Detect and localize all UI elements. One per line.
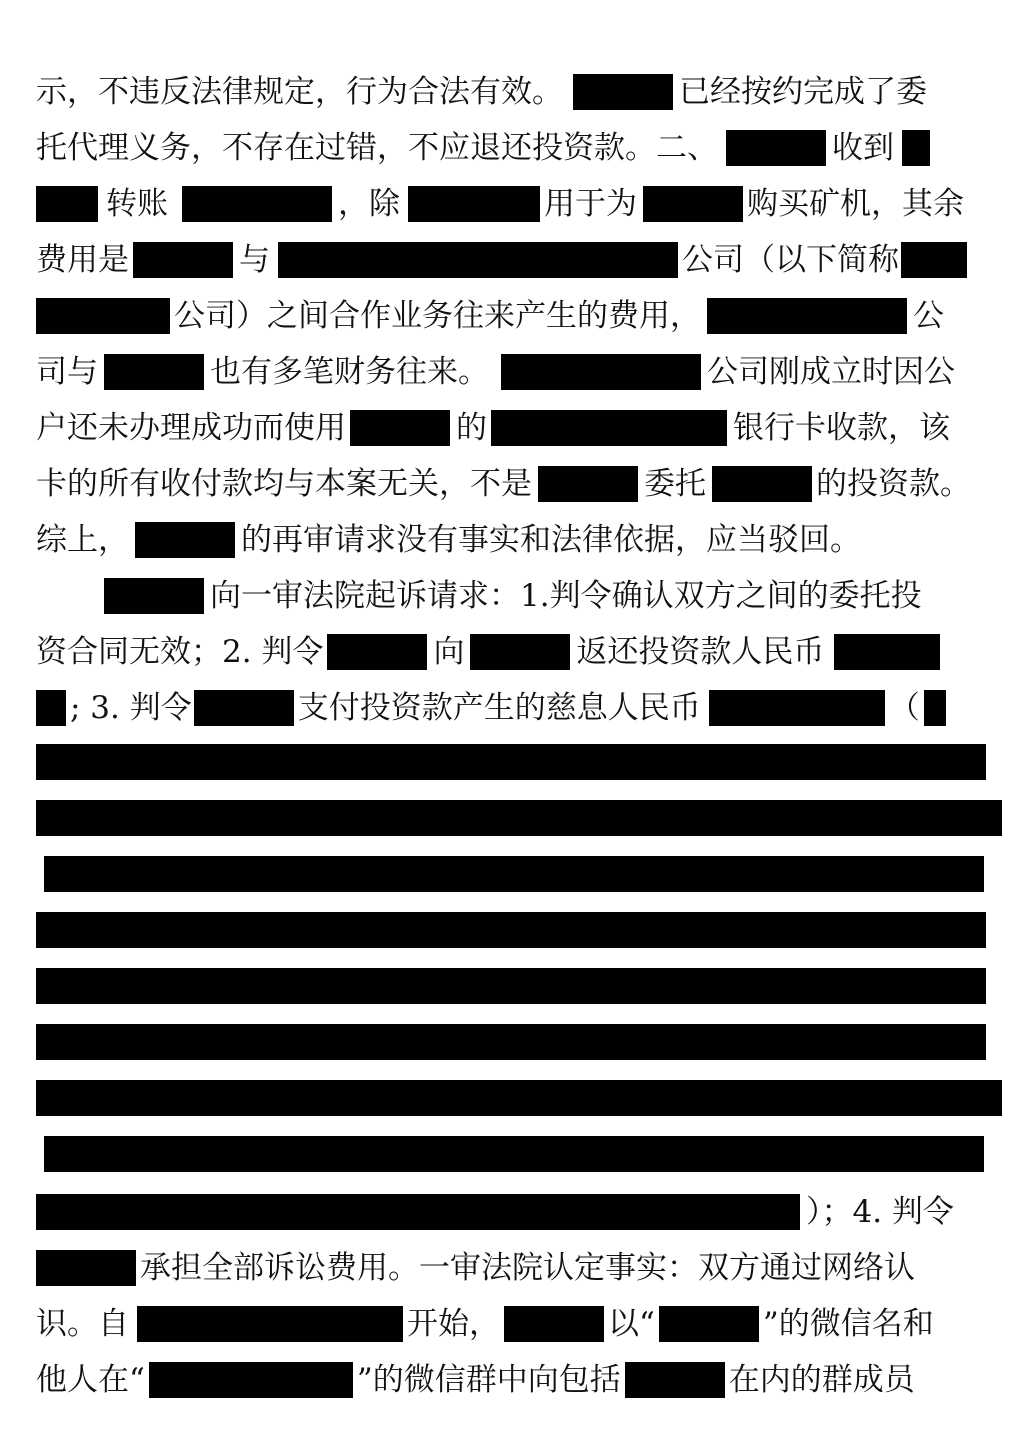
redaction-bar — [36, 744, 986, 780]
text-segment: 返还投资款人民币 — [576, 634, 825, 670]
redaction-block — [491, 410, 727, 446]
redaction-block — [643, 186, 743, 222]
text-segment: 公 — [913, 298, 944, 334]
text-line — [36, 1352, 915, 1408]
text-segment: 托代理义务，不存在过错，不应退还投资款。二、 — [36, 130, 718, 166]
redaction-block — [36, 1250, 136, 1286]
text-segment: 综上， — [36, 522, 129, 558]
text-segment: 开始， — [407, 1306, 500, 1342]
text-segment: 公司（以下简称 — [682, 242, 899, 278]
redaction-block — [901, 242, 967, 278]
redaction-block — [135, 522, 235, 558]
redaction-block — [104, 578, 204, 614]
text-segment: （ — [888, 690, 920, 726]
text-line — [36, 1296, 934, 1352]
redaction-block — [707, 298, 907, 334]
redaction-block — [709, 690, 885, 726]
redaction-bar — [36, 968, 986, 1004]
redaction-block — [538, 466, 638, 502]
redaction-block — [194, 690, 294, 726]
text-segment: 户还未办理成功而使用 — [36, 410, 346, 446]
redaction-block — [133, 242, 233, 278]
text-line — [36, 400, 950, 456]
text-segment: 向 — [433, 634, 465, 670]
redaction-block — [36, 1194, 800, 1230]
redaction-block — [408, 186, 540, 222]
text-segment: 转账 — [106, 186, 168, 222]
text-segment: 的投资款。 — [816, 466, 971, 502]
redaction-block — [278, 242, 678, 278]
redaction-bar — [36, 1024, 986, 1060]
text-segment: 承担全部诉讼费用。一审法院认定事实：双方通过网络认 — [140, 1250, 915, 1286]
text-segment: ”的微信名和 — [762, 1306, 934, 1342]
redaction-block — [327, 634, 427, 670]
redaction-block — [625, 1362, 725, 1398]
text-segment: ; 3. 判令 — [70, 690, 192, 726]
text-segment: 公司刚成立时因公 — [707, 354, 955, 390]
text-segment: 卡的所有收付款均与本案无关，不是 — [36, 466, 532, 502]
text-line — [36, 232, 967, 288]
text-line — [36, 176, 964, 232]
text-line — [36, 512, 861, 568]
text-line — [36, 1240, 915, 1296]
text-segment: ，除 — [338, 186, 400, 222]
text-segment: 识。自 — [36, 1306, 129, 1342]
text-segment: 与 — [239, 242, 270, 278]
redaction-bar — [44, 1136, 984, 1172]
text-segment: 的 — [456, 410, 487, 446]
text-line — [36, 680, 946, 736]
text-segment: 示，不违反法律规定，行为合法有效。 — [36, 74, 563, 110]
text-segment: 收到 — [832, 130, 894, 166]
text-segment: 以“ — [608, 1306, 655, 1342]
text-segment: 资合同无效；2. 判令 — [36, 634, 324, 670]
text-segment: 向一审法院起诉请求：1.判令确认双方之间的委托投 — [210, 578, 922, 614]
text-line — [36, 120, 930, 176]
text-line — [104, 568, 922, 624]
redaction-block — [137, 1306, 403, 1342]
text-line — [36, 64, 927, 120]
redaction-block — [504, 1306, 604, 1342]
text-segment: 的再审请求没有事实和法律依据，应当驳回。 — [241, 522, 861, 558]
redaction-block — [659, 1306, 759, 1342]
redaction-block — [350, 410, 450, 446]
text-segment: 银行卡收款，该 — [733, 410, 950, 446]
redaction-block — [573, 74, 673, 110]
redaction-block — [36, 298, 170, 334]
text-segment: 在内的群成员 — [728, 1362, 915, 1398]
text-segment: 也有多笔财务往来。 — [210, 354, 489, 390]
redaction-bar — [36, 800, 1002, 836]
redaction-block — [104, 354, 204, 390]
redaction-block — [726, 130, 826, 166]
text-line — [36, 624, 940, 680]
text-segment: 司与 — [36, 354, 98, 390]
text-segment: 支付投资款产生的慈息人民币 — [297, 690, 701, 726]
redaction-bar — [36, 912, 986, 948]
text-segment: 已经按约完成了委 — [679, 74, 927, 110]
text-line — [36, 288, 944, 344]
redaction-block — [149, 1362, 353, 1398]
redaction-block — [834, 634, 940, 670]
redaction-block — [36, 690, 66, 726]
text-segment: ）；4. 判令 — [806, 1194, 954, 1230]
text-line — [36, 1184, 954, 1240]
text-segment: 委托 — [644, 466, 706, 502]
text-segment: 费用是 — [36, 242, 129, 278]
redaction-block — [902, 130, 930, 166]
text-line — [36, 344, 955, 400]
text-segment: ”的微信群中向包括 — [356, 1362, 621, 1398]
redaction-block — [182, 186, 332, 222]
text-segment: 公司）之间合作业务往来产生的费用， — [174, 298, 701, 334]
redaction-bar — [36, 1080, 1002, 1116]
text-segment: 用于为 — [544, 186, 637, 222]
redaction-block — [36, 186, 98, 222]
redaction-block — [924, 690, 946, 726]
redaction-bar — [44, 856, 984, 892]
text-segment: 购买矿机，其余 — [747, 186, 964, 222]
text-line — [36, 456, 971, 512]
redaction-block — [712, 466, 812, 502]
redaction-block — [470, 634, 570, 670]
text-segment: 他人在“ — [36, 1362, 145, 1398]
redaction-block — [501, 354, 701, 390]
